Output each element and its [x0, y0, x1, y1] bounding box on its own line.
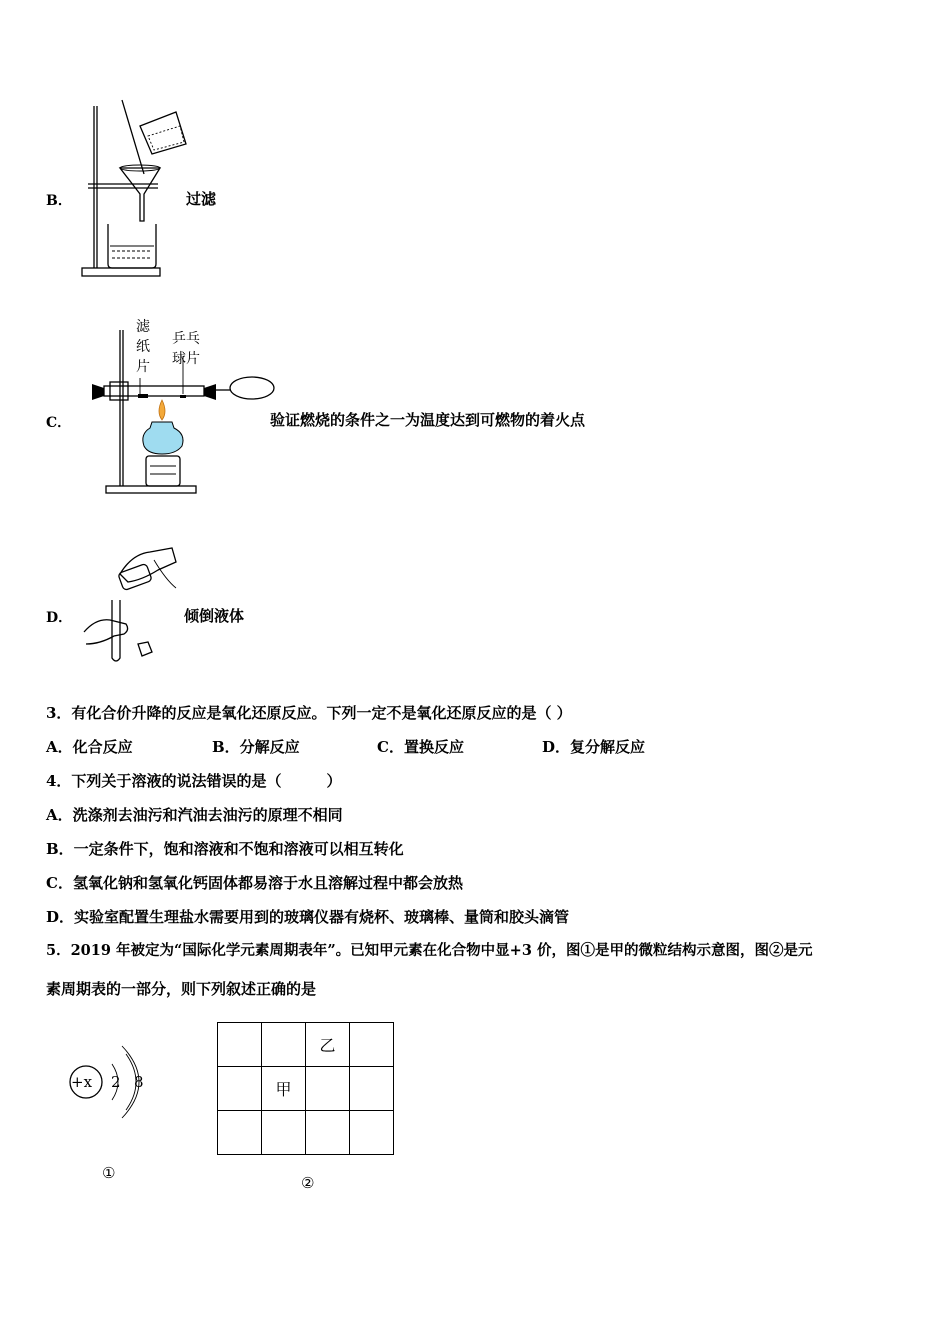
q3-stem: 3．有化合价升降的反应是氧化还原反应。下列一定不是氧化还原反应的是（ ） [46, 704, 572, 722]
grid-cell [218, 1023, 262, 1067]
shell1-electrons: 2 [111, 1073, 121, 1091]
option-b-letter: B． [46, 193, 72, 209]
label-pingpong-1: 乒乓 [172, 331, 200, 347]
option-d-caption: 倾倒液体 [184, 607, 245, 625]
label-pingpong-2: 球片 [172, 351, 200, 367]
periodic-table-fragment [217, 1022, 394, 1155]
figure1-label: ① [102, 1164, 116, 1182]
grid-cell [218, 1067, 262, 1111]
q4-option-c: C．氢氧化钠和氢氧化钙固体都易溶于水且溶解过程中都会放热 [46, 874, 463, 892]
figure2-label: ② [301, 1174, 315, 1192]
option-c-caption: 验证燃烧的条件之一为温度达到可燃物的着火点 [270, 411, 586, 429]
grid-cell [350, 1067, 394, 1111]
q3-option-d: D．复分解反应 [542, 738, 646, 756]
q3-option-b: B．分解反应 [212, 738, 300, 756]
grid-cell [350, 1111, 394, 1155]
element-jia-cell: 甲 [262, 1067, 306, 1111]
option-c-letter: C． [46, 415, 72, 431]
shell2-electrons: 8 [134, 1073, 144, 1091]
q5-stem-line2: 素周期表的一部分，则下列叙述正确的是 [46, 980, 317, 998]
label-filter-paper-2: 纸 [136, 339, 150, 355]
grid-cell [262, 1111, 306, 1155]
q3-option-a: A．化合反应 [46, 738, 133, 756]
label-filter-paper-3: 片 [136, 359, 150, 375]
q4-stem: 4．下列关于溶液的说法错误的是（ ） [46, 772, 342, 790]
nucleus-charge: +x [71, 1073, 93, 1091]
label-filter-paper-1: 滤 [136, 319, 150, 335]
grid-cell [350, 1023, 394, 1067]
option-d-letter: D． [46, 610, 73, 626]
grid-cell [306, 1067, 350, 1111]
grid-cell [306, 1111, 350, 1155]
option-b-caption: 过滤 [186, 190, 217, 208]
q4-option-d: D．实验室配置生理盐水需要用到的玻璃仪器有烧杯、玻璃棒、量筒和胶头滴管 [46, 908, 570, 926]
filtration-apparatus-figure [78, 96, 198, 286]
q4-option-b: B．一定条件下，饱和溶液和不饱和溶液可以相互转化 [46, 840, 404, 858]
element-yi-cell: 乙 [306, 1023, 350, 1067]
grid-cell [262, 1023, 306, 1067]
q4-option-a: A．洗涤剂去油污和汽油去油污的原理不相同 [46, 806, 343, 824]
pouring-liquid-figure [80, 540, 190, 665]
q5-stem-line1: 5．2019 年被定为“国际化学元素周期表年”。已知甲元素在化合物中显+3 价，图①是甲的微粒结构示意图，图②是元 [46, 942, 813, 959]
grid-cell [218, 1111, 262, 1155]
q3-option-c: C．置换反应 [377, 738, 464, 756]
